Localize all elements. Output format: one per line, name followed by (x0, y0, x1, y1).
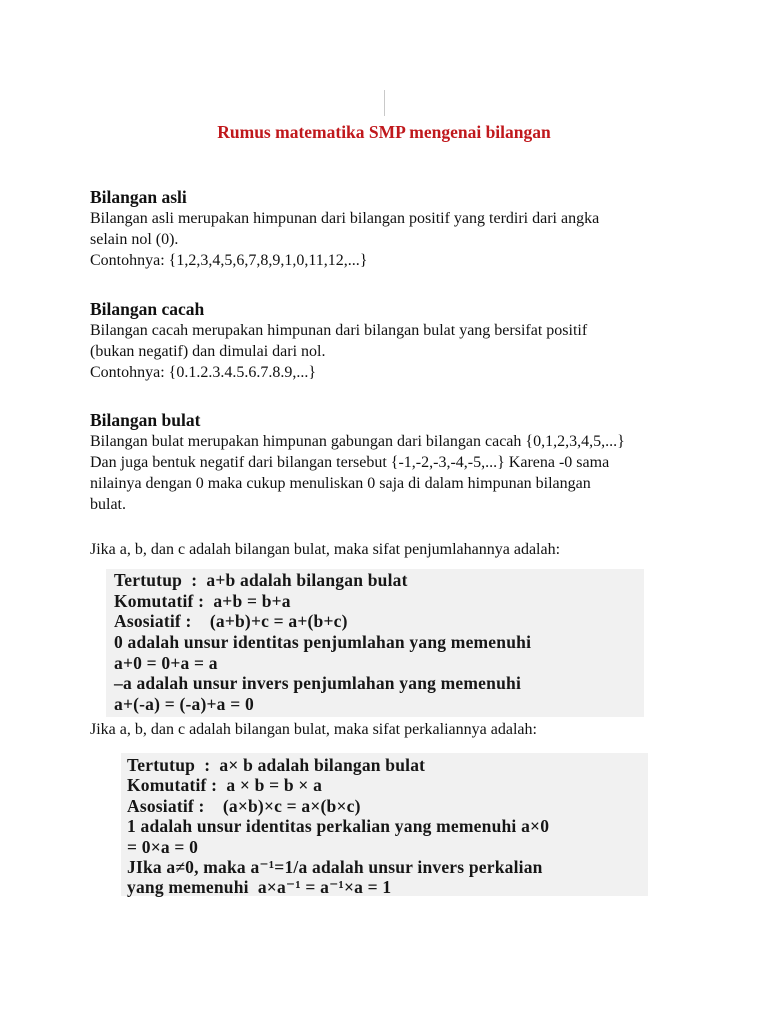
addition-properties-image (106, 569, 644, 717)
paragraph-line: Bilangan asli merupakan himpunan dari bilangan positif yang terdiri dari angka (90, 210, 600, 227)
section-bilangan-bulat (90, 409, 690, 515)
multiplication-intro: Jika a, b, dan c adalah bilangan bulat, maka sifat perkaliannya adalah: (90, 721, 537, 738)
rule-line: Komutatif : a+b = b+a (114, 590, 291, 611)
rule-line: Tertutup : a+b adalah bilangan bulat (114, 570, 408, 590)
rule-line: Asosiatif : (a×b)×c = a×(b×c) (127, 795, 361, 816)
section-bilangan-cacah (90, 298, 690, 383)
addition-intro: Jika a, b, dan c adalah bilangan bulat, maka sifat penjumlahannya adalah: (90, 541, 561, 558)
paragraph-line: Contohnya: {0.1.2.3.4.5.6.7.8.9,...} (90, 364, 317, 381)
rule-line: Tertutup : a× b adalah bilangan bulat (127, 755, 426, 775)
paragraph-line: Dan juga bentuk negatif dari bilangan tersebut {-1,-2,-3,-4,-5,...} Karena -0 sama (90, 454, 610, 471)
rule-line: –a adalah unsur invers penjumlahan yang memenuhi (114, 673, 522, 694)
paragraph-line: (bukan negatif) dan dimulai dari nol. (90, 343, 326, 360)
rule-line: a+0 = 0+a = a (114, 652, 218, 673)
rule-line: yang memenuhi a×a⁻¹ = a⁻¹×a = 1 (127, 877, 392, 898)
section-heading: Bilangan cacah (90, 299, 205, 319)
section-heading: Bilangan bulat (90, 410, 201, 430)
rule-line: = 0×a = 0 (127, 836, 199, 857)
rule-line: Asosiatif : (a+b)+c = a+(b+c) (114, 611, 348, 632)
paragraph-line: selain nol (0). (90, 231, 179, 248)
section-bilangan-asli (90, 186, 690, 271)
multiplication-properties-image (121, 753, 648, 896)
page-title: Rumus matematika SMP mengenai bilangan (217, 122, 551, 142)
rule-line: JIka a≠0, maka a⁻¹=1/a adalah unsur invers perkalian (127, 856, 543, 877)
section-heading: Bilangan asli (90, 187, 187, 207)
rule-line: 0 adalah unsur identitas penjumlahan yang memenuhi (114, 632, 532, 653)
rule-line: Komutatif : a × b = b × a (127, 775, 323, 796)
rule-line: 1 adalah unsur identitas perkalian yang memenuhi a×0 (127, 816, 550, 837)
paragraph-line: bulat. (90, 496, 126, 513)
paragraph-line: Bilangan bulat merupakan himpunan gabungan dari bilangan cacah {0,1,2,3,4,5,...} (90, 433, 625, 450)
rule-line: a+(-a) = (-a)+a = 0 (114, 694, 254, 715)
paragraph-line: Contohnya: {1,2,3,4,5,6,7,8,9,1,0,11,12,...} (90, 252, 368, 269)
text-cursor-mark (384, 90, 385, 116)
paragraph-line: Bilangan cacah merupakan himpunan dari bilangan bulat yang bersifat positif (90, 322, 588, 339)
paragraph-line: nilainya dengan 0 maka cukup menuliskan 0 saja di dalam himpunan bilangan (90, 475, 591, 492)
